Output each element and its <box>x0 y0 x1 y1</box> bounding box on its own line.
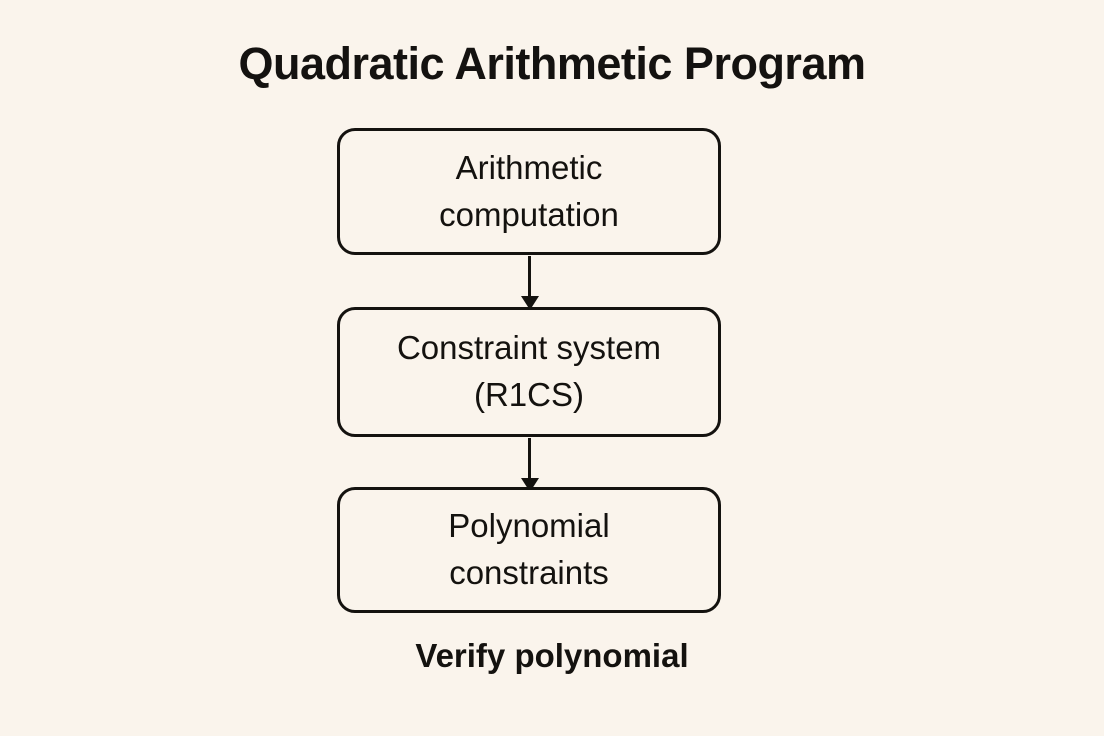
node-arithmetic-computation <box>337 128 721 255</box>
node-constraint-system-line1: Constraint system <box>396 329 662 367</box>
arrow-down-icon-constraint-to-polynomial <box>528 438 531 480</box>
node-arithmetic-computation-line2: computation <box>439 195 619 233</box>
node-polynomial-constraints-line2: constraints <box>449 554 609 591</box>
arrow-down-icon-arithmetic-to-constraint <box>528 256 531 298</box>
node-polynomial-constraints <box>337 487 721 613</box>
node-arithmetic-computation-label <box>439 145 619 239</box>
node-constraint-system-line2: (R1CS) <box>473 376 584 413</box>
diagram-caption: Verify polynomial <box>415 637 689 674</box>
node-polynomial-constraints-line1: Polynomial <box>448 507 610 545</box>
node-constraint-system <box>337 307 721 437</box>
node-constraint-system-label <box>397 325 661 419</box>
node-polynomial-constraints-label <box>448 503 609 597</box>
page-title: Quadratic Arithmetic Program <box>238 38 866 89</box>
node-arithmetic-computation-line1: Arithmetic <box>455 148 603 186</box>
